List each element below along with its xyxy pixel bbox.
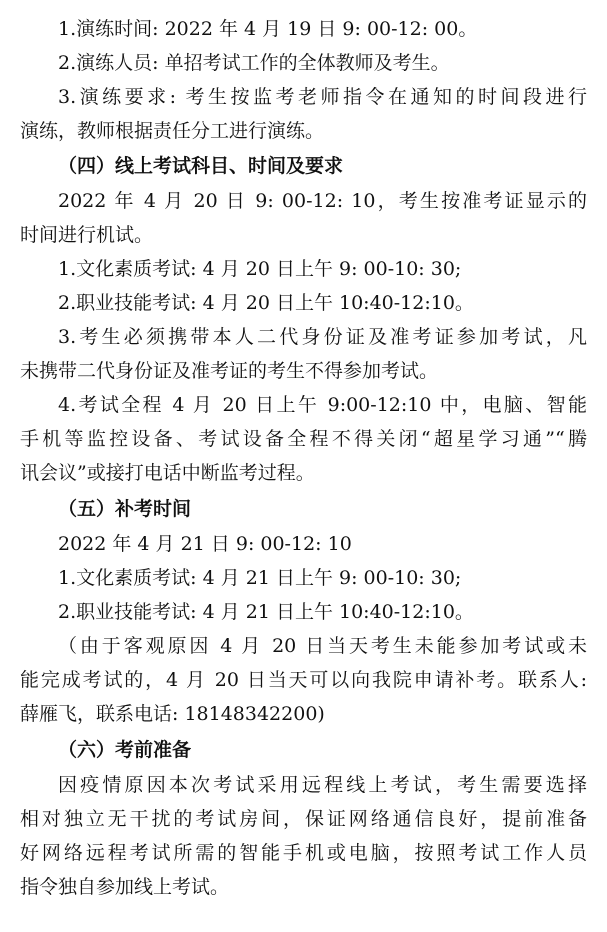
preparation-line-1: 因疫情原因本次考试采用远程线上考试，考生需要选择 [58, 774, 587, 796]
id-requirement-line: 3.考生必须携带本人二代身份证及准考证参加考试，凡 [58, 326, 587, 348]
drill-personnel-line: 2.演练人员: 单招考试工作的全体教师及考生。 [58, 52, 450, 74]
preparation-line-2: 相对独立无干扰的考试房间，保证网络通信良好，提前准备 [20, 808, 587, 830]
online-exam-time-continued: 时间进行机试。 [20, 224, 154, 246]
skill-exam-line: 2.职业技能考试: 4 月 20 日上午 10:40-12:10。 [58, 292, 474, 314]
drill-time-line: 1.演练时间: 2022 年 4 月 19 日 9: 00-12: 00。 [58, 18, 478, 40]
drill-requirement-line: 3.演练要求: 考生按监考老师指令在通知的时间段进行 [58, 86, 587, 108]
culture-exam-line: 1.文化素质考试: 4 月 20 日上午 9: 00-10: 30; [58, 258, 462, 280]
id-requirement-continued: 未携带二代身份证及准考证的考生不得参加考试。 [20, 360, 439, 382]
preparation-line-4: 指令独自参加线上考试。 [20, 876, 230, 898]
online-exam-time-line: 2022 年 4 月 20 日 9: 00-12: 10，考生按准考证显示的 [58, 190, 587, 212]
makeup-note-continued: 能完成考试的，4 月 20 日当天可以向我院申请补考。联系人: [20, 669, 587, 691]
preparation-line-3: 好网络远程考试所需的智能手机或电脑，按照考试工作人员 [20, 842, 587, 864]
makeup-time-line: 2022 年 4 月 21 日 9: 00-12: 10 [58, 533, 352, 555]
makeup-skill-exam-line: 2.职业技能考试: 4 月 21 日上午 10:40-12:10。 [58, 601, 474, 623]
drill-requirement-continued: 演练，教师根据责任分工进行演练。 [20, 120, 325, 142]
section-heading-makeup-exam: （五）补考时间 [58, 498, 192, 520]
section-heading-online-exam: （四）线上考试科目、时间及要求 [58, 155, 344, 177]
makeup-culture-exam-line: 1.文化素质考试: 4 月 21 日上午 9: 00-10: 30; [58, 567, 462, 589]
monitoring-rule-line: 4.考试全程 4 月 20 日上午 9:00-12:10 中，电脑、智能 [58, 394, 587, 416]
monitoring-rule-continued-1: 手机等监控设备、考试设备全程不得关闭“超星学习通”“腾 [20, 428, 587, 450]
monitoring-rule-continued-2: 讯会议”或接打电话中断监考过程。 [20, 462, 315, 484]
contact-line: 薛雁飞，联系电话: 18148342200) [20, 703, 325, 725]
section-heading-preparation: （六）考前准备 [58, 739, 192, 761]
makeup-note-line: （由于客观原因 4 月 20 日当天考生未能参加考试或未 [58, 635, 587, 657]
